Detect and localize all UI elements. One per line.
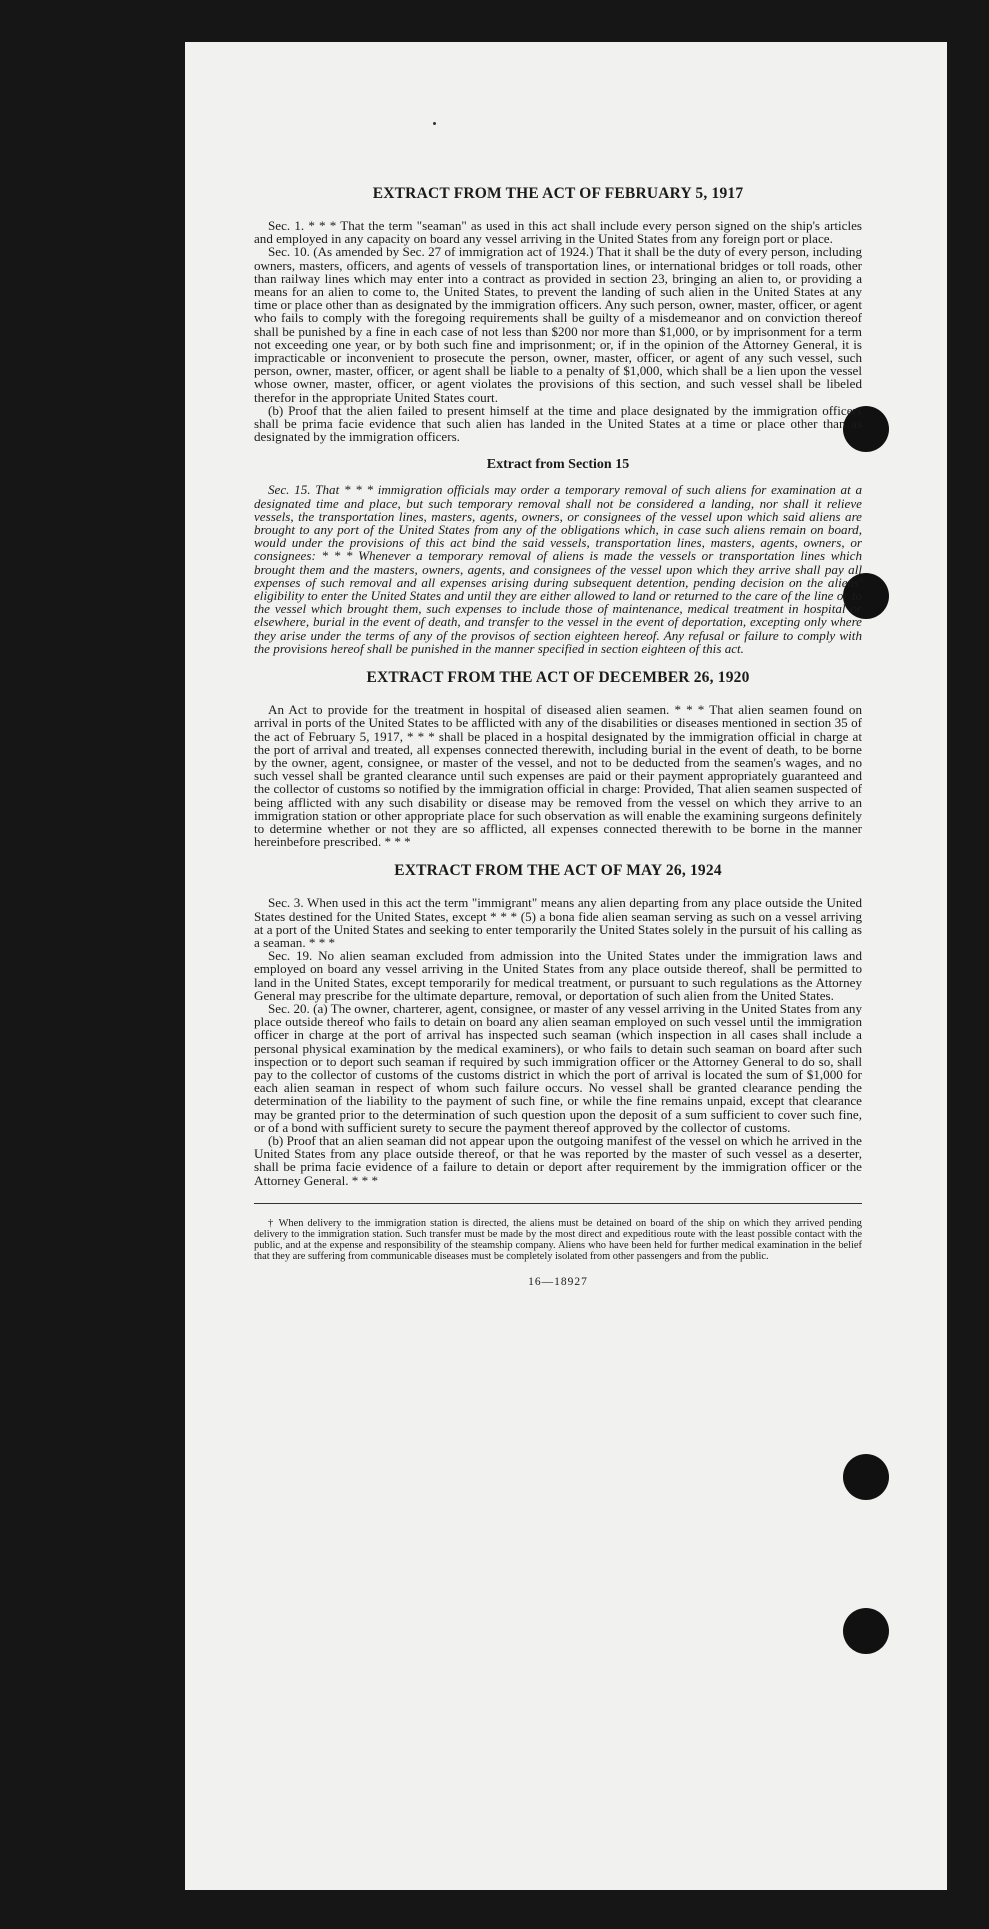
punch-hole	[843, 1454, 889, 1500]
footnote-divider	[254, 1203, 862, 1204]
paragraph: (b) Proof that the alien failed to present himself at the time and place designated by the immigration officers shall be prima facie evidence that such alien has landed in the United States at a time or place other than as designated by the immigration officers.	[254, 402, 862, 445]
section-heading: EXTRACT FROM THE ACT OF DECEMBER 26, 1920	[366, 669, 750, 687]
document-body	[254, 185, 862, 1288]
page-number: 16—18927	[528, 1275, 588, 1288]
paragraph: Sec. 20. (a) The owner, charterer, agent, consignee, or master of any vessel arriving in the United States from any place outside thereof who fails to detain on board any alien seaman employed on such vessel until the immigration officer in charge at the port of arrival has inspected such seaman (which inspection in all cases shall include a personal physical examination by the medical examiners), or who fails to detain such seaman on board after such inspection or to deport such seaman if required by such immigration officer or the Attorney General to do so, shall pay to the collector of customs of the customs district in which the port of arrival is located the sum of $1,000 for each alien seaman in respect of whom such failure occurs. No vessel shall be granted clearance pending the determination of the liability to the payment of such fine, or while the fine remains unpaid, except that clearance may be granted prior to the determination of such question upon the deposit of a sum sufficient to cover such fine, or of a bond with sufficient surety to secure the payment thereof approved by the collector of customs.	[254, 1000, 862, 1135]
section-act-feb-1917	[254, 185, 862, 443]
speck	[433, 122, 436, 125]
section-heading: EXTRACT FROM THE ACT OF FEBRUARY 5, 1917	[372, 185, 744, 202]
section-heading: Extract from Section 15	[486, 457, 630, 473]
paragraph: Sec. 1. * * * That the term "seaman" as used in this act shall include every person signed on the ship's articles and employed in any capacity on board any vessel arriving in the United States from any foreign port or place.	[254, 218, 862, 247]
punch-hole	[843, 1608, 889, 1654]
footnote: † When delivery to the immigration station is directed, the aliens must be detained on board of the ship on which they arrived pending delivery to the immigration station. Such transfer must be made by the most direct and expeditious route with the least possible contact with the public, and at the expense and responsibility of the steamship company. Aliens who have been held for further medical examination in the belief that they are suffering from communicable diseases must be completely isolated from other passengers and from the public.	[254, 1217, 862, 1262]
paragraph: Sec. 15. That * * * immigration officials may order a temporary removal of such aliens for examination at a designated time and place, but such temporary removal shall not be considered a landing, nor shall it relieve vessels, the transportation lines, masters, agents, owners, or consignees of the vessel upon which said aliens are brought to any port of the United States from any of the obligations which, in case such aliens remain on board, would under the provisions of this act bind the said vessels, transportation lines, masters, agents, owners, or consignees: * * * Whenever a temporary removal of aliens is made the vessels or transportation lines which brought them and the masters, owners, agents, and consignees of the vessel upon which they arrive shall pay all expenses of such removal and all expenses arising during subsequent detention, pending decision on the aliens' eligibility to enter the United States and until they are either allowed to land or returned to the care of the line or to the vessel which brought them, such expenses to include those of maintenance, medical treatment in hospital or elsewhere, burial in the event of death, and transfer to the vessel in the event of deportation, excepting only where they arise under the terms of any of the provisos of section eighteen hereof. Any refusal or failure to comply with the provisions hereof shall be punished in the manner specified in section eighteen of this act.	[254, 482, 862, 656]
section-act-may-1924	[254, 862, 862, 1186]
document-page	[185, 42, 947, 1890]
paragraph: Sec. 19. No alien seaman excluded from admission into the United States under the immigration laws and employed on board any vessel arriving in the United States from any place outside thereof, shall be permitted to land in the United States, except temporarily for medical treatment, or pursuant to such regulations as the Attorney General may prescribe for the ultimate departure, removal, or deportation of such alien from the United States.	[254, 948, 862, 1003]
paragraph: Sec. 10. (As amended by Sec. 27 of immigration act of 1924.) That it shall be the duty of every person, including owners, masters, officers, and agents of vessels of transportation lines, or international bridges or toll roads, other than railway lines which may enter into a contract as provided in section 23, bringing an alien to, or providing a means for an alien to come to, the United States, to prevent the landing of such alien in the United States at any time or place other than as designated by the immigration officers. Any such person, owner, master, officer, or agent who fails to comply with the foregoing requirements shall be guilty of a misdemeanor and on conviction thereof shall be punished by a fine in each case of not less than $200 nor more than $1,000, or by imprisonment for a term not exceeding one year, or by both such fine and imprisonment; or, if in the opinion of the Attorney General, it is impracticable or inconvenient to prosecute the person, owner, master, officer, or agent of any such vessel, such person, owner, master, officer, or agent shall be liable to a penalty of $1,000, which shall be a lien upon the vessel whose owner, master, officer, or agent violates the provisions of this section, and such vessel shall be libeled therefor in the appropriate United States court.	[254, 244, 862, 405]
paragraph: An Act to provide for the treatment in hospital of diseased alien seamen. * * * That alien seamen found on arrival in ports of the United States to be afflicted with any of the disabilities or diseases mentioned in section 35 of the act of February 5, 1917, * * * shall be placed in a hospital designated by the immigration official in charge at the port of arrival and treated, all expenses connected therewith, including burial in the event of death, to be borne by the owner, agent, consignee, or master of the vessel, and not to be deducted from the seamen's wages, and no such vessel shall be granted clearance until such expenses are paid or their payment appropriately guaranteed and the collector of customs so notified by the immigration official in charge: Provided, That alien seamen suspected of being afflicted with any such disability or disease may be removed from the vessel on which they arrive to an immigration station or other appropriate place for such observation as will enable the examining surgeons definitely to determine whether or not they are so afflicted, all expenses connected therewith to be borne in the manner hereinbefore prescribed. * * *	[254, 702, 862, 850]
section-heading: EXTRACT FROM THE ACT OF MAY 26, 1924	[394, 862, 722, 880]
section-act-dec-1920	[254, 669, 862, 848]
paragraph: Sec. 3. When used in this act the term "immigrant" means any alien departing from any place outside the United States destined for the United States, except * * * (5) a bona fide alien seaman serving as such on a vessel arriving at a port of the United States and seeking to enter temporarily the United States solely in the pursuit of his calling as a seaman. * * *	[254, 895, 862, 950]
section-extract-15	[254, 457, 862, 655]
paragraph: (b) Proof that an alien seaman did not appear upon the outgoing manifest of the vessel on which he arrived in the United States from any place outside thereof, or that he was reported by the master of such vessel as a deserter, shall be prima facie evidence of a failure to detain or deport after requirement by the immigration officer or the Attorney General. * * *	[254, 1132, 862, 1188]
